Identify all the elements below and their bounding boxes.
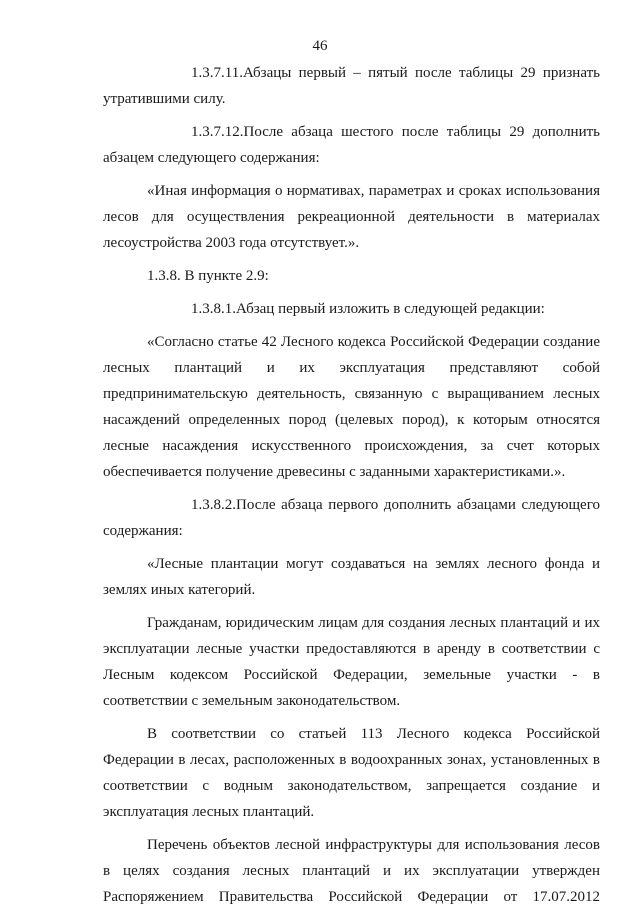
paragraph-text: После абзаца первого дополнить абзацами следующего содержания: (103, 497, 600, 539)
paragraph-1-3-8-1 (103, 296, 600, 322)
paragraph-text: Гражданам, юридическим лицам для создания лесных плантаций и их эксплуатации лесные участки предоставляются в аренду в соответствии с Лесным кодексом Российской Федерации, земельные участки - в соответствии с земельным законодательством. (103, 615, 600, 709)
paragraph-perechen-obektov (103, 832, 600, 910)
quoted-paragraph-lesnye-plantatsii (103, 551, 600, 603)
paragraph-text: Абзацы первый – пятый после таблицы 29 признать утратившими силу. (103, 65, 600, 107)
paragraph-grazhdanam (103, 610, 600, 714)
paragraph-1-3-8 (103, 263, 600, 289)
paragraph-statya-113 (103, 721, 600, 825)
paragraph-1-3-7-11 (103, 60, 600, 112)
paragraph-text: После абзаца шестого после таблицы 29 дополнить абзацем следующего содержания: (103, 124, 600, 166)
clause-number: 1.3.7.12. (191, 124, 244, 140)
quoted-paragraph-statya-42 (103, 329, 600, 485)
quoted-paragraph-rekreatsionnaya (103, 178, 600, 256)
paragraph-text: В соответствии со статьей 113 Лесного кодекса Российской Федерации в лесах, расположенных в водоохранных зонах, установленных в соответствии с водным законодательством, запрещается создание и эксплуатация лесных плантаций. (103, 726, 600, 820)
paragraph-text: «Иная информация о нормативах, параметрах и сроках использования лесов для осуществления рекреационной деятельности в материалах лесоустройства 2003 года отсутствует.». (103, 183, 600, 251)
paragraph-text: Перечень объектов лесной инфраструктуры для использования лесов в целях создания лесных плантаций и их эксплуатации утвержден Распоряжением Правительства Российской Федерации от 17.07.2012 (103, 837, 600, 905)
paragraph-text: «Лесные плантации могут создаваться на землях лесного фонда и землях иных категорий. (103, 556, 600, 598)
paragraph-text: Абзац первый изложить в следующей редакции: (236, 301, 545, 317)
paragraph-text: «Согласно статье 42 Лесного кодекса Российской Федерации создание лесных плантаций и их эксплуатация представляют собой предпринимательскую деятельность, связанную с выращиванием лесных насаждений определенных пород (целевых пород), к которым относятся лесные насаждения искусственного происхождения, за счет которых обеспечивается получение древесины с заданными характеристиками.». (103, 334, 600, 480)
document-body (103, 60, 600, 917)
clause-number: 1.3.8.1. (191, 301, 236, 317)
paragraph-text: 1.3.8. В пункте 2.9: (147, 268, 269, 284)
clause-number: 1.3.8.2. (191, 497, 236, 513)
page-number: 46 (312, 38, 328, 54)
clause-number: 1.3.7.11. (191, 65, 243, 81)
paragraph-1-3-7-12 (103, 119, 600, 171)
paragraph-1-3-8-2 (103, 492, 600, 544)
